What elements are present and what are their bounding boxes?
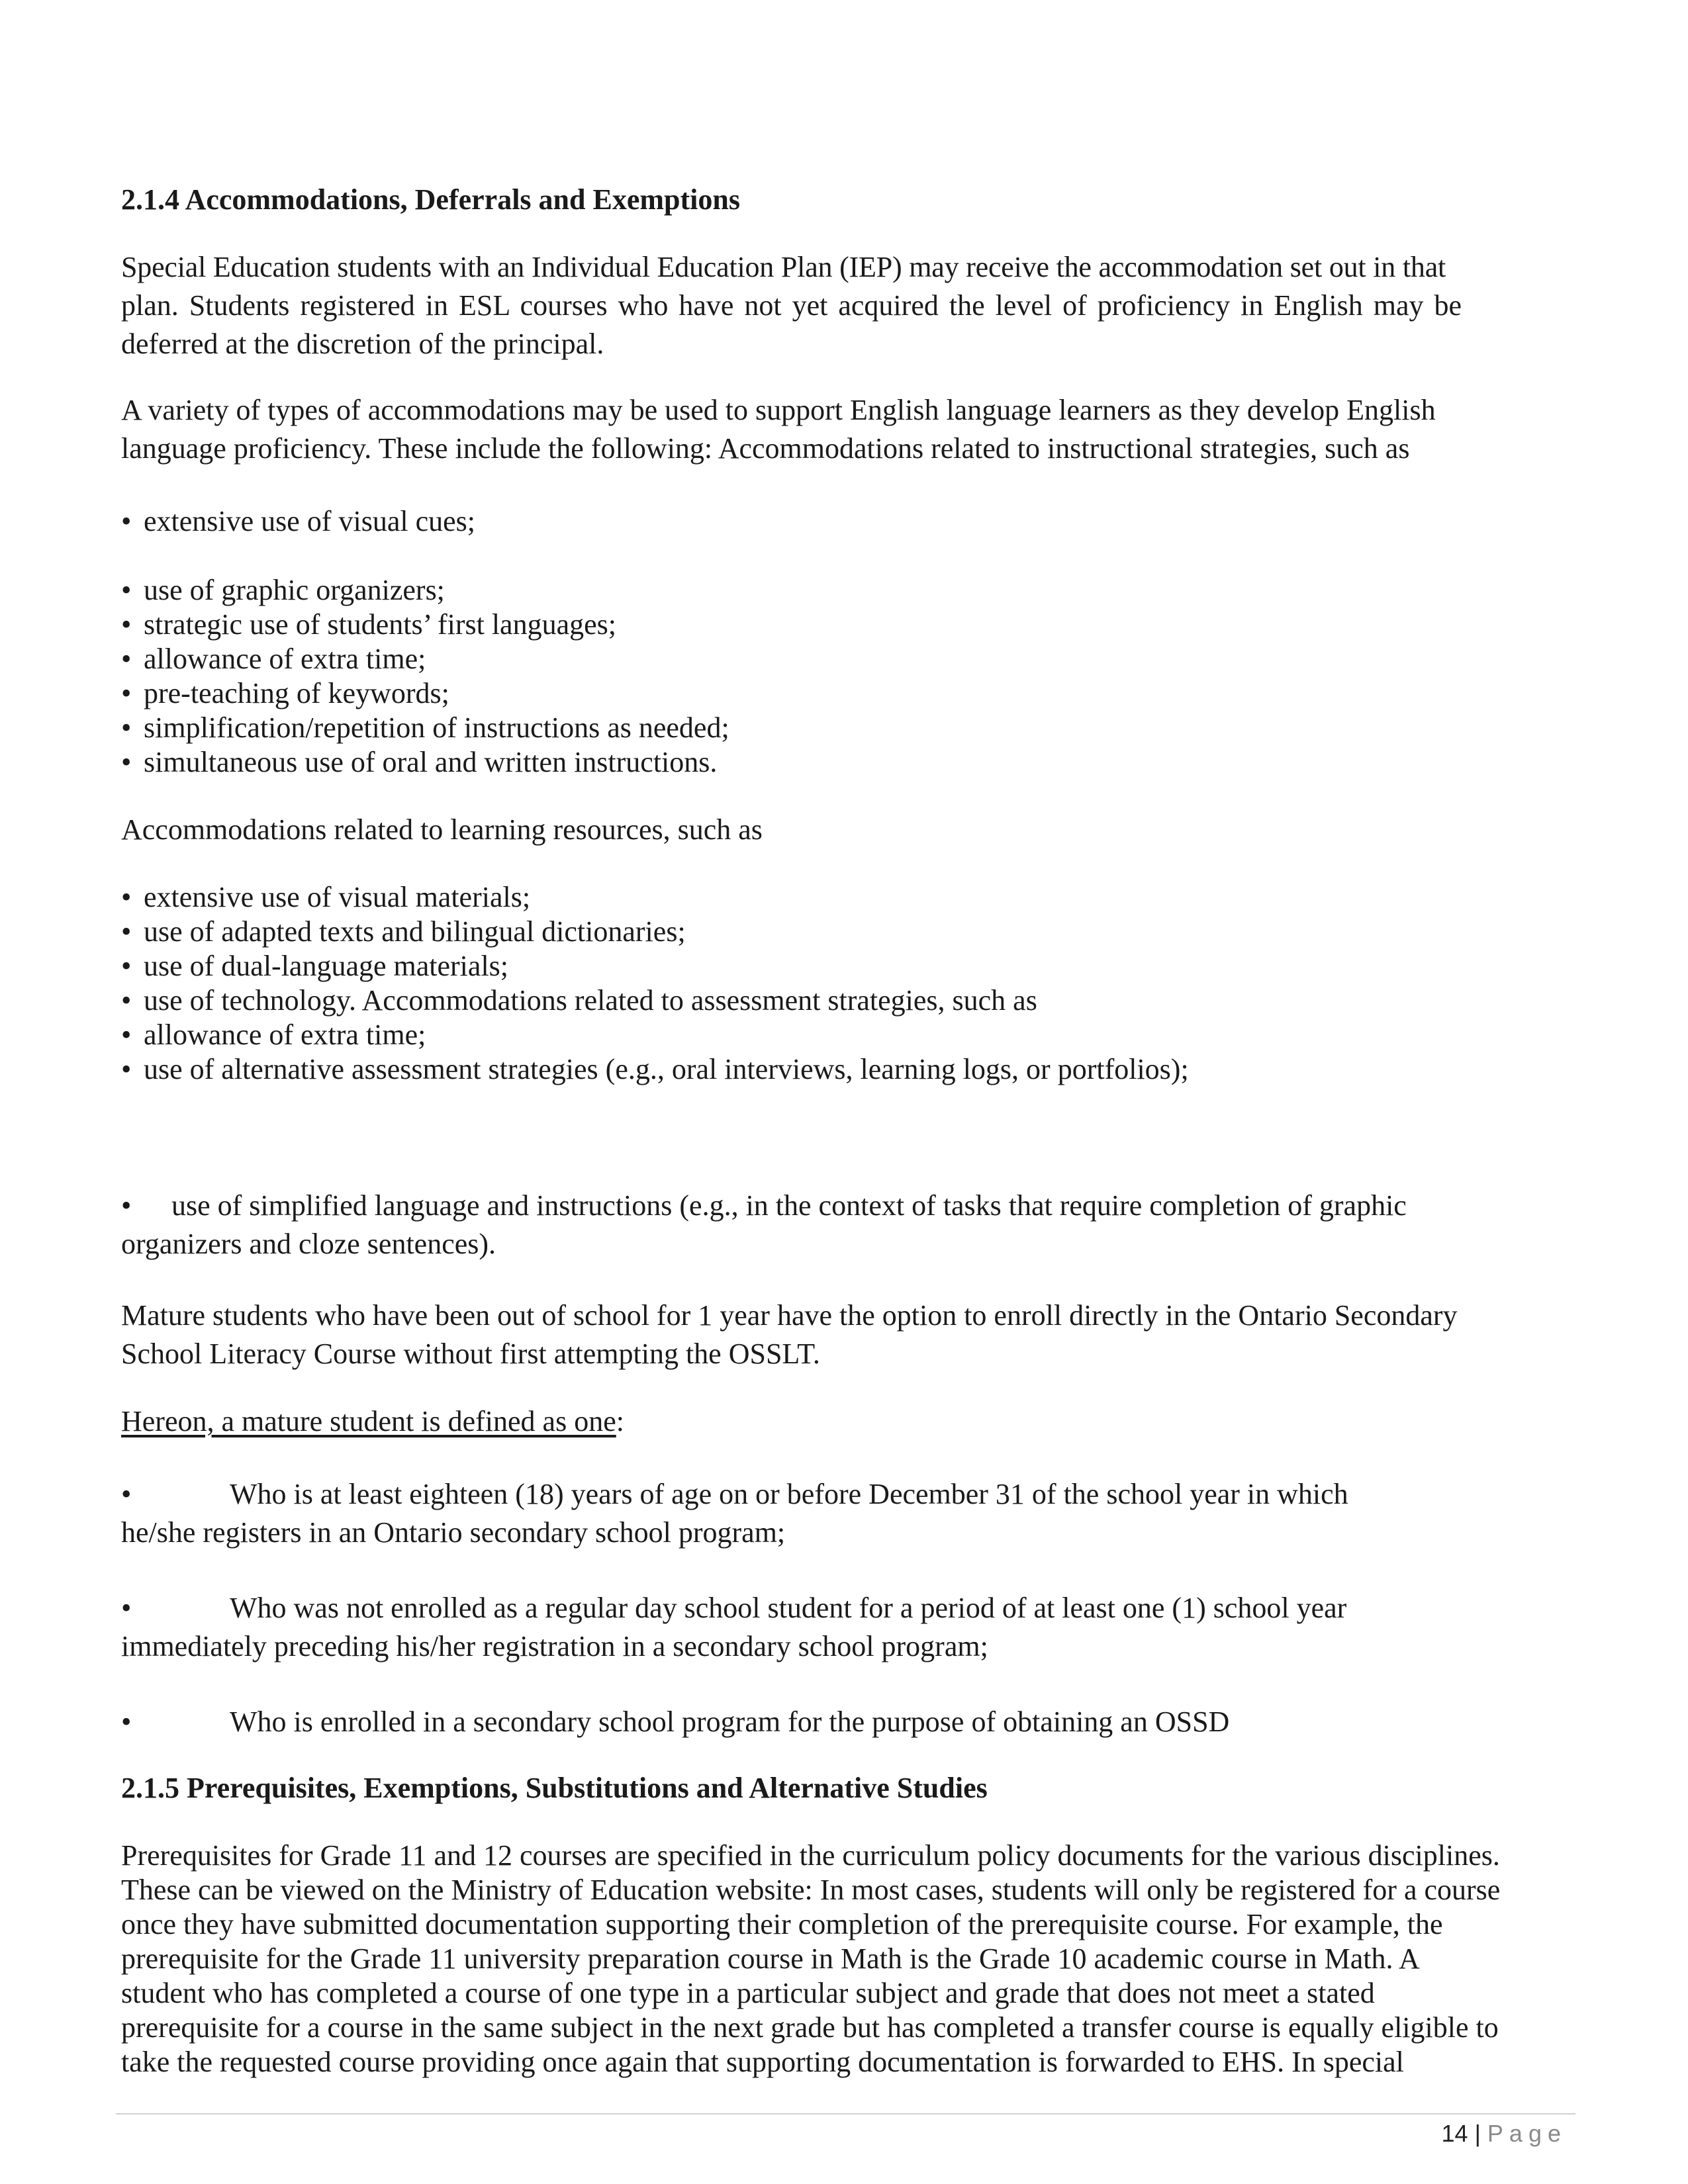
- bullet-icon: •: [121, 746, 132, 778]
- bullet-icon: •: [121, 915, 132, 948]
- bullet-icon: •: [121, 1592, 132, 1624]
- bullet-icon: •: [121, 574, 132, 606]
- underlined-definition: Hereon, a mature student is defined as one: [121, 1405, 616, 1437]
- footer-separator: |: [1474, 2120, 1481, 2147]
- mature-definition: Hereon, a mature student is defined as one:: [121, 1405, 624, 1437]
- footer-divider: [116, 2113, 1575, 2115]
- list-item: • strategic use of students’ first languages;: [121, 608, 616, 641]
- paragraph-line: A variety of types of accommodations may be used to support English language learners as they develop English: [121, 394, 1436, 426]
- bullet-icon: •: [121, 950, 132, 982]
- paragraph-line: language proficiency. These include the following: Accommodations related to instructional strategies, such as: [121, 432, 1410, 465]
- bullet-icon: •: [121, 505, 132, 537]
- bullet-icon: •: [121, 881, 132, 913]
- paragraph-line: organizers and cloze sentences).: [121, 1228, 496, 1260]
- paragraph-line: deferred at the discretion of the principal.: [121, 328, 604, 360]
- list-item: • simultaneous use of oral and written instructions.: [121, 746, 718, 778]
- paragraph-line: Mature students who have been out of school for 1 year have the option to enroll directly in the Ontario Secondary: [121, 1299, 1458, 1332]
- section-heading-2-1-4: 2.1.4 Accommodations, Deferrals and Exemptions: [121, 183, 740, 216]
- page-footer: [1442, 2119, 1567, 2148]
- paragraph-line: student who has completed a course of one type in a particular subject and grade that does not meet a stated: [121, 1977, 1375, 2009]
- criteria-item: • Who is enrolled in a secondary school program for the purpose of obtaining an OSSD: [121, 1706, 1230, 1738]
- paragraph-line: plan. Students registered in ESL courses who have not yet acquired the level of proficiency in English may be: [121, 289, 1462, 322]
- paragraph-line: take the requested course providing once again that supporting documentation is forwarded to EHS. In special: [121, 2046, 1404, 2078]
- paragraph-line: Prerequisites for Grade 11 and 12 courses are specified in the curriculum policy documents for the various disciplines.: [121, 1839, 1500, 1872]
- paragraph-line: prerequisite for a course in the same subject in the next grade but has completed a transfer course is equally eligible to: [121, 2011, 1499, 2044]
- criteria-item-continuation: immediately preceding his/her registration in a secondary school program;: [121, 1630, 988, 1662]
- paragraph-line: These can be viewed on the Ministry of Education website: In most cases, students will only be registered for a course: [121, 1874, 1501, 1906]
- list-item: • use of graphic organizers;: [121, 574, 445, 606]
- page-label: Page: [1487, 2120, 1567, 2147]
- paragraph-line: prerequisite for the Grade 11 university preparation course in Math is the Grade 10 academic course in Math. A: [121, 1942, 1420, 1975]
- criteria-item: • Who was not enrolled as a regular day school student for a period of at least one (1) school year: [121, 1592, 1347, 1624]
- bullet-icon: •: [121, 1478, 132, 1510]
- paragraph-line: Accommodations related to learning resources, such as: [121, 813, 763, 846]
- paragraph-line: School Literacy Course without first attempting the OSSLT.: [121, 1338, 820, 1370]
- bullet-icon: •: [121, 1706, 132, 1738]
- bullet-icon: •: [121, 984, 132, 1017]
- list-item: • use of technology. Accommodations related to assessment strategies, such as: [121, 984, 1037, 1017]
- criteria-item: • Who is at least eighteen (18) years of age on or before December 31 of the school year in which: [121, 1478, 1348, 1510]
- list-item: • pre-teaching of keywords;: [121, 677, 449, 709]
- list-item: • use of alternative assessment strategies (e.g., oral interviews, learning logs, or portfolios);: [121, 1053, 1189, 1085]
- paragraph-line: Special Education students with an Individual Education Plan (IEP) may receive the accommodation set out in that: [121, 251, 1446, 283]
- paragraph-line: once they have submitted documentation supporting their completion of the prerequisite course. For example, the: [121, 1908, 1443, 1940]
- section-heading-2-1-5: 2.1.5 Prerequisites, Exemptions, Substitutions and Alternative Studies: [121, 1772, 988, 1804]
- bullet-icon: •: [121, 643, 132, 675]
- bullet-icon: •: [121, 1189, 132, 1222]
- bullet-icon: •: [121, 677, 132, 709]
- bullet-icon: •: [121, 1019, 132, 1051]
- bullet-icon: •: [121, 711, 132, 744]
- list-item: • allowance of extra time;: [121, 1019, 426, 1051]
- bullet-icon: •: [121, 608, 132, 641]
- bullet-icon: •: [121, 1053, 132, 1085]
- page-number: 14: [1441, 2120, 1468, 2147]
- list-item: • extensive use of visual materials;: [121, 881, 531, 913]
- list-item: • extensive use of visual cues;: [121, 505, 475, 537]
- list-item: • use of simplified language and instructions (e.g., in the context of tasks that require completion of graphic: [121, 1189, 1407, 1222]
- criteria-item-continuation: he/she registers in an Ontario secondary school program;: [121, 1516, 786, 1549]
- list-item: • simplification/repetition of instructions as needed;: [121, 711, 729, 744]
- list-item: • use of adapted texts and bilingual dictionaries;: [121, 915, 686, 948]
- list-item: • use of dual-language materials;: [121, 950, 509, 982]
- list-item: • allowance of extra time;: [121, 643, 426, 675]
